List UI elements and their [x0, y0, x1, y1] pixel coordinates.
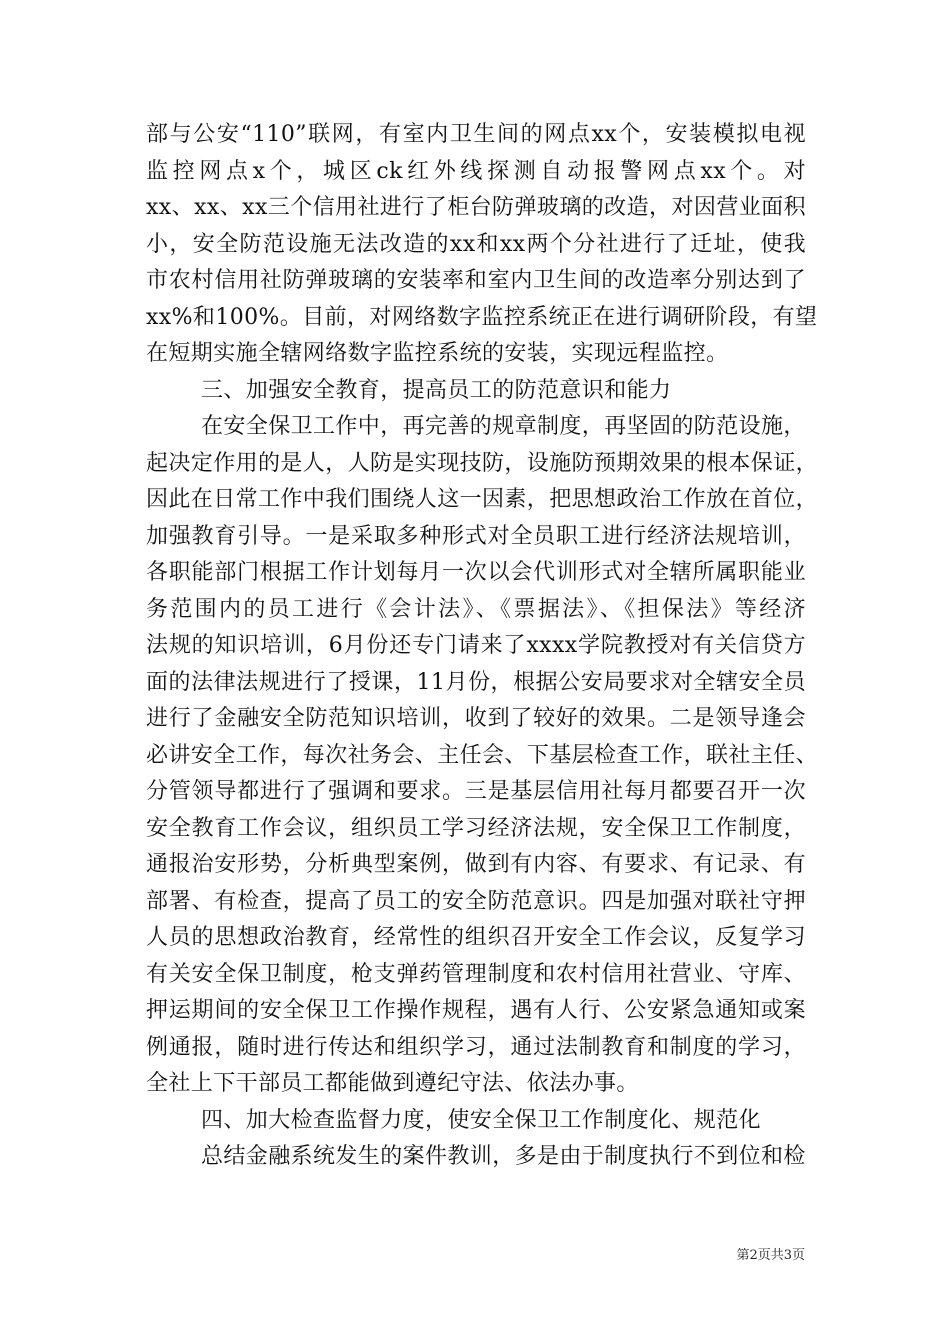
text-line: 例通报，随时进行传达和组织学习，通过法制教育和制度的学习， [146, 1034, 806, 1060]
body-text [146, 117, 819, 1176]
text-line: 监控网点x个，城区ck红外线探测自动报警网点xx个。对 [146, 158, 806, 184]
text-line: 加强教育引导。一是采取多种形式对全员职工进行经济法规培训， [146, 523, 806, 549]
text-line: 押运期间的安全保卫工作操作规程，遇有人行、公安紧急通知或案 [146, 998, 806, 1023]
text-line: xx、xx、xx三个信用社进行了柜台防弹玻璃的改造，对因营业面积 [146, 195, 806, 220]
page-number: 第2页共3页 [736, 1248, 805, 1263]
text-line: 务范围内的员工进行《会计法》、《票据法》、《担保法》等经济 [146, 596, 806, 622]
text-line: 市农村信用社防弹玻璃的安装率和室内卫生间的改造率分别达到了 [146, 268, 806, 293]
text-line: 因此在日常工作中我们围绕人这一因素，把思想政治工作放在首位， [146, 487, 819, 512]
text-line: xx%和100%。目前，对网络数字监控系统正在进行调研阶段，有望 [146, 304, 818, 330]
text-line: 在安全保卫工作中，再完善的规章制度，再坚固的防范设施， [201, 414, 806, 439]
text-line: 总结金融系统发生的案件教训，多是由于制度执行不到位和检 [201, 1144, 806, 1169]
text-line: 安全教育工作会议，组织员工学习经济法规，安全保卫工作制度， [146, 815, 806, 841]
section-heading: 三、加强安全教育，提高员工的防范意识和能力 [201, 377, 672, 403]
text-line: 进行了金融安全防范知识培训，收到了较好的效果。二是领导逢会 [146, 706, 806, 731]
text-line: 在短期实施全辖网络数字监控系统的安装，实现远程监控。 [146, 341, 729, 366]
section-heading: 四、加大检查监督力度，使安全保卫工作制度化、规范化 [201, 1107, 762, 1133]
text-line: 各职能部门根据工作计划每月一次以会代训形式对全辖所属职能业 [146, 560, 806, 585]
text-line: 小，安全防范设施无法改造的xx和xx两个分社进行了迁址，使我 [146, 231, 806, 257]
text-line: 通报治安形势，分析典型案例，做到有内容、有要求、有记录、有 [146, 852, 806, 877]
text-line: 法规的知识培训，6月份还专门请来了xxxx学院教授对有关信贷方 [146, 633, 806, 658]
text-line: 部署、有检查，提高了员工的安全防范意识。四是加强对联社守押 [146, 888, 806, 914]
text-line: 人员的思想政治教育，经常性的组织召开安全工作会议，反复学习 [146, 925, 806, 950]
text-line: 必讲安全工作，每次社务会、主任会、下基层检查工作，联社主任、 [146, 742, 819, 768]
text-line: 有关安全保卫制度，枪支弹药管理制度和农村信用社营业、守库、 [146, 961, 806, 987]
text-line: 面的法律法规进行了授课，11月份，根据公安局要求对全辖安全员 [146, 669, 806, 695]
text-line: 部与公安“110”联网，有室内卫生间的网点xx个，安装模拟电视 [146, 122, 806, 147]
text-line: 起决定作用的是人，人防是实现技防，设施防预期效果的根本保证， [146, 450, 819, 476]
text-line: 全社上下干部员工都能做到遵纪守法、依法办事。 [146, 1071, 639, 1096]
text-line: 分管领导都进行了强调和要求。三是基层信用社每月都要召开一次 [146, 779, 806, 804]
